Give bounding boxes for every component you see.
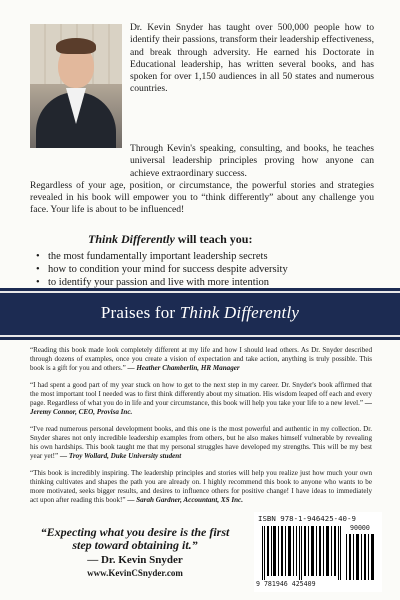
- praise-text: “This book is incredibly inspiring. The leadership principles and stories will help you realize just how much your own thinking cultivates and shapes the path you are already on. I highly recommend this book to anyone who wants to be more motivated, seeks bigger results, and desires to influence others for positive change! I have ideas to immediately act upon after reading this book!”: [30, 469, 372, 504]
- praises-banner: [0, 291, 400, 337]
- teach-list-item: • the most fundamentally important leadership secrets: [48, 250, 388, 263]
- teach-heading-book-title: Think Differently: [88, 232, 175, 246]
- praise-text: “I had spent a good part of my year stuck on how to get to the next step in my career. Dr. Snyder's book affirmed that the most important tool I needed was to first think differently about my situation. His wisdom leaped off each and every page. Regardless of what you do in life and your circumstance, this book will help you take your life to a new level.”: [30, 381, 372, 407]
- praise-quote: [30, 346, 372, 373]
- bio-paragraph-2-rest: Regardless of your age, position, or circumstance, the powerful stories and strategies revealed in his book will empower you to “think differently” about any challenge you face. Your life is about to be influenced!: [30, 179, 374, 216]
- praise-attribution: — Jeremy Connor, CEO, Provisa Inc.: [30, 399, 372, 416]
- bio-paragraph-2: [30, 143, 374, 217]
- isbn-label: ISBN 978-1-946425-40-9: [258, 514, 356, 523]
- praise-attribution: — Heather Chamberlin, HR Manager: [127, 364, 240, 372]
- author-quote: “Expecting what you desire is the first step toward obtaining it.”: [40, 525, 230, 552]
- praise-attribution: — Troy Wollard, Duke University student: [59, 452, 182, 460]
- teach-list-item: • to identify your passion and live with more intention: [48, 276, 388, 289]
- praises-banner-prefix: Praises for: [100, 303, 180, 322]
- price-barcode-bars: [346, 534, 376, 580]
- price-code: 90000: [350, 524, 370, 532]
- teach-heading-rest: will teach you:: [174, 232, 253, 246]
- isbn-barcode: [254, 512, 382, 592]
- praise-text: “I've read numerous personal development books, and this one is the most powerful and authentic in my collection. Dr. Snyder shares not only incredible leadership examples from others, but he also makes himself vulnerable by revealing his own hardships. This book taught me that my personal struggles have developed my strengths. This will be my best year yet!”: [30, 425, 372, 460]
- barcode-bars: [262, 526, 342, 580]
- author-website: www.KevinCSnyder.com: [87, 568, 183, 578]
- praises-banner-book-title: Think Differently: [179, 303, 300, 322]
- bio-paragraph-2-lead: Through Kevin's speaking, consulting, and books, he teaches universal leadership principles proving how anyone can achieve extraordinary success.: [130, 143, 374, 179]
- teach-heading: [88, 232, 378, 247]
- barcode-digits: 9 781946 425409: [256, 580, 316, 588]
- bio-paragraph-1: Dr. Kevin Snyder has taught over 500,000 people how to identify their passions, transform their leadership effectiveness, and break through adversity. He earned his Doctorate in Educational leadership, has written several books, and has spoken for over 1,150 audiences in all 50 states and numerous countries.: [130, 22, 374, 95]
- author-photo: [30, 24, 122, 148]
- praise-text: “Reading this book made look completely different at my life and how I should lead others. As Dr. Snyder described through dozens of examples, once you create a vision of expectation and take action, anything is truly possible. This book is a gift for you and others.”: [30, 346, 372, 372]
- praise-quote: [30, 425, 372, 461]
- quote-author: — Dr. Kevin Snyder: [87, 554, 183, 566]
- teach-list-item: • how to condition your mind for success despite adversity: [48, 263, 388, 276]
- praise-attribution: — Sarah Gardner, Accountant, XS Inc.: [127, 496, 243, 504]
- praises-banner-title: [0, 303, 400, 323]
- praise-quote: [30, 381, 372, 417]
- praise-quote: [30, 469, 372, 505]
